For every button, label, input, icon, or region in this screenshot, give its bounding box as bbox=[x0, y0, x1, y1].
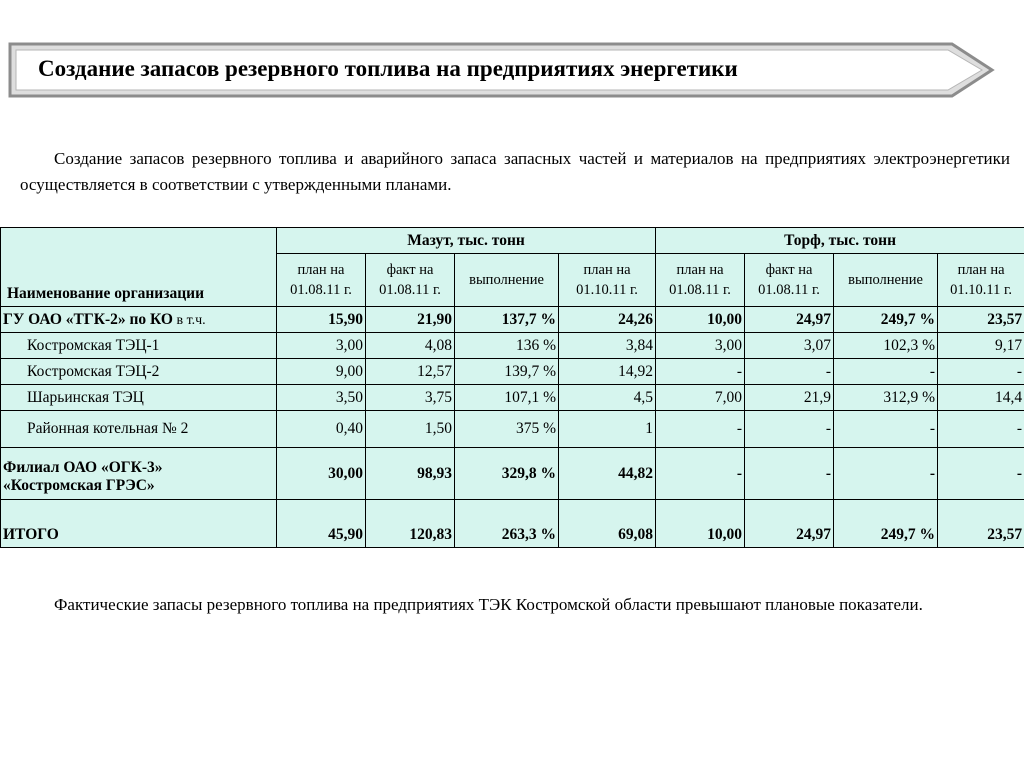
value-cell: - bbox=[834, 411, 938, 448]
table-row bbox=[1, 500, 1024, 548]
value-cell: 24,97 bbox=[745, 500, 834, 548]
mazut-plan-oct-header: план на 01.10.11 г. bbox=[559, 254, 656, 307]
title-banner bbox=[8, 42, 996, 98]
value-cell: 375 % bbox=[455, 411, 559, 448]
org-name-cell bbox=[1, 333, 277, 359]
value-cell: 120,83 bbox=[366, 500, 455, 548]
org-name: Районная котельная № 2 bbox=[27, 420, 189, 437]
mazut-plan-aug-header: план на 01.08.11 г. bbox=[277, 254, 366, 307]
mazut-group-header: Мазут, тыс. тонн bbox=[277, 228, 656, 254]
value-cell: 137,7 % bbox=[455, 307, 559, 333]
value-cell: 3,50 bbox=[277, 385, 366, 411]
peat-plan-oct-header: план на 01.10.11 г. bbox=[938, 254, 1024, 307]
value-cell: 249,7 % bbox=[834, 500, 938, 548]
value-cell: 24,26 bbox=[559, 307, 656, 333]
value-cell: 7,00 bbox=[656, 385, 745, 411]
value-cell: 3,00 bbox=[656, 333, 745, 359]
value-cell: - bbox=[656, 448, 745, 500]
value-cell: - bbox=[834, 359, 938, 385]
value-cell: 107,1 % bbox=[455, 385, 559, 411]
page-title: Создание запасов резервного топлива на предприятиях энергетики bbox=[38, 56, 738, 81]
mazut-fact-aug-header: факт на 01.08.11 г. bbox=[366, 254, 455, 307]
value-cell: 14,4 bbox=[938, 385, 1024, 411]
value-cell: - bbox=[938, 411, 1024, 448]
value-cell: 102,3 % bbox=[834, 333, 938, 359]
table-row bbox=[1, 333, 1024, 359]
value-cell: 312,9 % bbox=[834, 385, 938, 411]
value-cell: - bbox=[938, 448, 1024, 500]
table-row bbox=[1, 411, 1024, 448]
org-name: ИТОГО bbox=[3, 526, 59, 543]
value-cell: - bbox=[656, 411, 745, 448]
value-cell: 14,92 bbox=[559, 359, 656, 385]
peat-fact-aug-header: факт на 01.08.11 г. bbox=[745, 254, 834, 307]
value-cell: 3,00 bbox=[277, 333, 366, 359]
org-name-cell bbox=[1, 307, 277, 333]
value-cell: 69,08 bbox=[559, 500, 656, 548]
value-cell: 263,3 % bbox=[455, 500, 559, 548]
org-name: Костромская ТЭЦ-1 bbox=[27, 336, 160, 354]
value-cell: 0,40 bbox=[277, 411, 366, 448]
value-cell: - bbox=[745, 448, 834, 500]
org-name-cell bbox=[1, 500, 277, 548]
value-cell: 21,9 bbox=[745, 385, 834, 411]
intro-text: Создание запасов резервного топлива и аварийного запаса запасных частей и материалов на предприятиях электроэнергетики осуществляется в соответствии с утвержденными планами. bbox=[20, 149, 1010, 194]
value-cell: 23,57 bbox=[938, 500, 1024, 548]
intro-paragraph bbox=[20, 146, 1010, 198]
value-cell: 30,00 bbox=[277, 448, 366, 500]
org-name-suffix: в т.ч. bbox=[172, 312, 206, 328]
value-cell: 24,97 bbox=[745, 307, 834, 333]
value-cell: 136 % bbox=[455, 333, 559, 359]
value-cell: 10,00 bbox=[656, 500, 745, 548]
peat-completion-header: выполнение bbox=[834, 254, 938, 307]
value-cell: 98,93 bbox=[366, 448, 455, 500]
value-cell: 15,90 bbox=[277, 307, 366, 333]
table-row bbox=[1, 448, 1024, 500]
value-cell: 249,7 % bbox=[834, 307, 938, 333]
value-cell: 1 bbox=[559, 411, 656, 448]
org-name: Костромская ТЭЦ-2 bbox=[27, 362, 160, 380]
value-cell: - bbox=[656, 359, 745, 385]
org-name-cell bbox=[1, 448, 277, 500]
value-cell: 44,82 bbox=[559, 448, 656, 500]
value-cell: 3,07 bbox=[745, 333, 834, 359]
value-cell: 3,75 bbox=[366, 385, 455, 411]
value-cell: - bbox=[745, 359, 834, 385]
value-cell: 45,90 bbox=[277, 500, 366, 548]
value-cell: 4,08 bbox=[366, 333, 455, 359]
value-cell: - bbox=[938, 359, 1024, 385]
org-name-cell bbox=[1, 385, 277, 411]
conclusion-text: Фактические запасы резервного топлива на предприятиях ТЭК Костромской области превышают плановые показатели. bbox=[54, 595, 923, 614]
table-row bbox=[1, 385, 1024, 411]
fuel-reserves-table bbox=[0, 227, 1024, 548]
value-cell: 3,84 bbox=[559, 333, 656, 359]
value-cell: 1,50 bbox=[366, 411, 455, 448]
table-row bbox=[1, 359, 1024, 385]
value-cell: - bbox=[834, 448, 938, 500]
value-cell: 329,8 % bbox=[455, 448, 559, 500]
org-name-line2: «Костромская ГРЭС» bbox=[3, 477, 155, 494]
org-name-cell bbox=[1, 359, 277, 385]
peat-group-header: Торф, тыс. тонн bbox=[656, 228, 1024, 254]
org-name: Шарьинская ТЭЦ bbox=[27, 388, 144, 406]
value-cell: 12,57 bbox=[366, 359, 455, 385]
value-cell: 4,5 bbox=[559, 385, 656, 411]
mazut-completion-header: выполнение bbox=[455, 254, 559, 307]
value-cell: 21,90 bbox=[366, 307, 455, 333]
value-cell: 10,00 bbox=[656, 307, 745, 333]
value-cell: 9,17 bbox=[938, 333, 1024, 359]
value-cell: 23,57 bbox=[938, 307, 1024, 333]
peat-plan-aug-header: план на 01.08.11 г. bbox=[656, 254, 745, 307]
value-cell: - bbox=[745, 411, 834, 448]
org-name: Филиал ОАО «ОГК-3» bbox=[3, 459, 163, 476]
conclusion-paragraph bbox=[20, 592, 1010, 618]
org-name: ГУ ОАО «ТГК-2» по КО bbox=[3, 310, 173, 328]
value-cell: 139,7 % bbox=[455, 359, 559, 385]
table-row bbox=[1, 307, 1024, 333]
org-name-cell bbox=[1, 411, 277, 448]
org-column-header: Наименование организации bbox=[1, 228, 277, 307]
value-cell: 9,00 bbox=[277, 359, 366, 385]
